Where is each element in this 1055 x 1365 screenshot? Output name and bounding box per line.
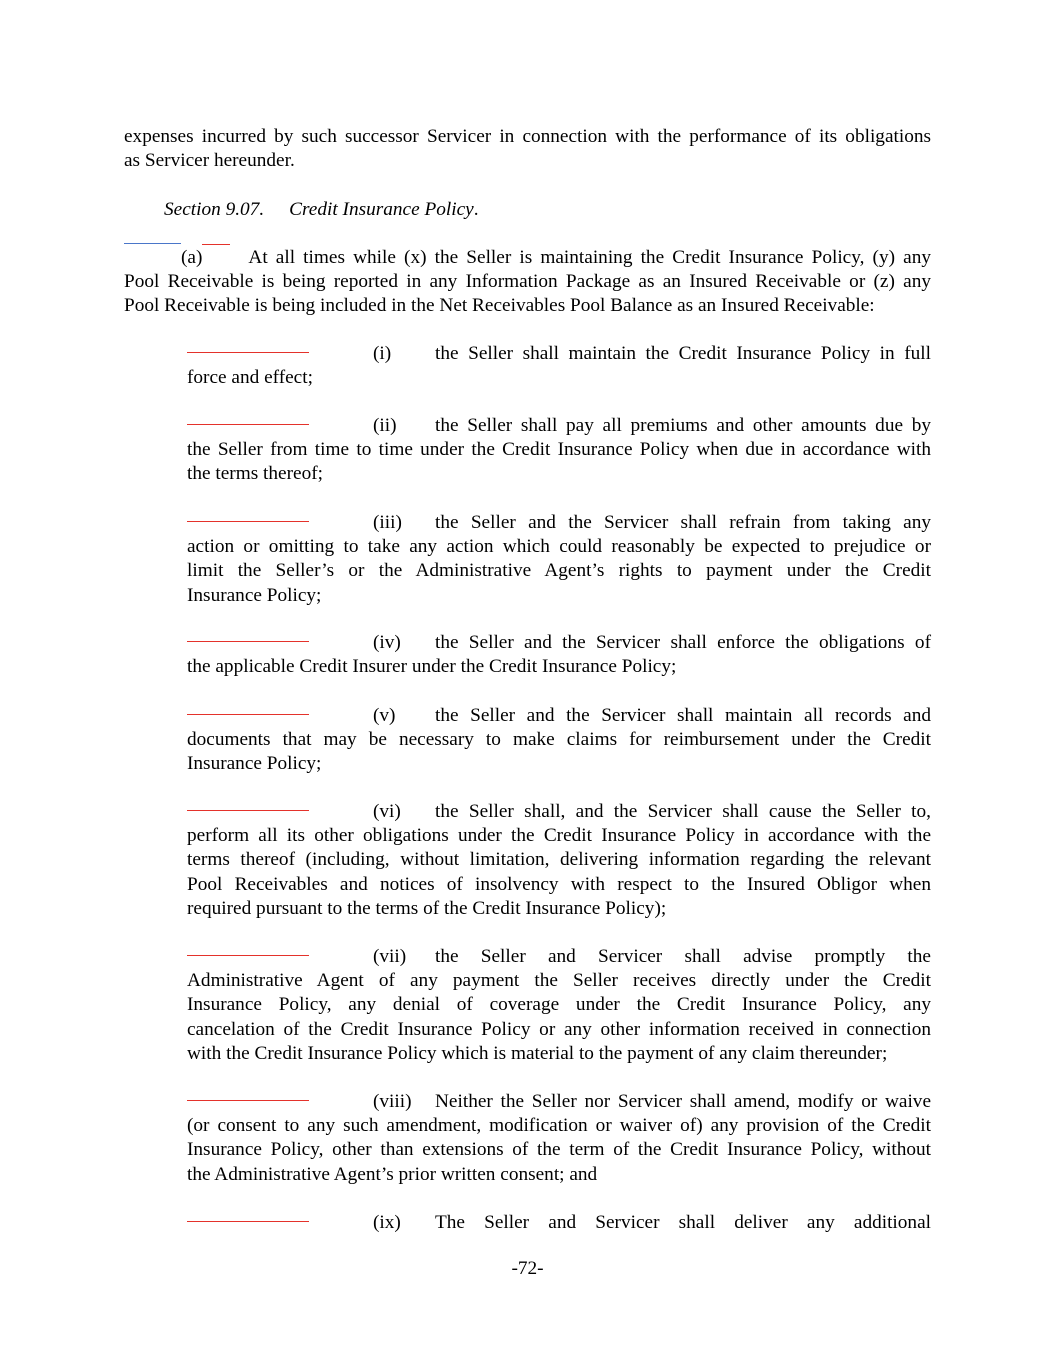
clause-text: the Seller and Servicer shall advise promptly the [435,946,931,967]
clause-text: the Seller shall pay all premiums and other amounts due by [435,415,931,436]
page-number: -72- [511,1258,544,1279]
revision-mark [187,810,309,811]
revision-mark [187,521,309,522]
intro-line: expenses incurred by such successor Servicer in connection with the performance of its obligations [124,126,931,147]
clause-text: the Administrative Agent’s prior written consent; and [187,1163,598,1185]
clause-item [187,631,931,679]
clause-text: Insurance Policy; [187,753,322,775]
clause-text: the Seller from time to time under the Credit Insurance Policy when due in accordance with [187,439,931,461]
clause-number: (i) [373,343,392,364]
clause-number: (vi) [373,801,401,822]
clause-text: the Seller shall maintain the Credit Insurance Policy in full [435,343,931,364]
revision-mark [187,1100,309,1101]
revision-mark [187,352,309,353]
clause-text: Insurance Policy; [187,584,322,606]
clause-text: Pool Receivables and notices of insolvency with respect to the Insured Obligor when [187,873,931,895]
clause-text: Neither the Seller nor Servicer shall amend, modify or waive [435,1091,931,1112]
paragraph-a-label: (a) [181,247,203,268]
clause-number: (v) [373,705,396,726]
revision-mark [187,714,309,715]
clause-number: (ii) [373,415,397,436]
revision-mark [187,424,309,425]
clause-text: the Seller and the Servicer shall maintain all records and [435,705,931,726]
clause-item [187,342,931,390]
clause-text: with the Credit Insurance Policy which is material to the payment of any claim thereunder; [187,1042,888,1064]
intro-paragraph [124,125,931,173]
clause-text: action or omitting to take any action which could reasonably be expected to prejudice or [187,536,931,558]
clause-item [187,1090,931,1187]
clause-text: The Seller and Servicer shall deliver any additional [435,1212,931,1233]
clause-text: Insurance Policy, other than extensions of the term of the Credit Insurance Policy, without [187,1139,931,1161]
clause-item [187,511,931,608]
clause-text: the Seller shall, and the Servicer shall cause the Seller to, [435,801,931,822]
clause-text: terms thereof (including, without limitation, delivering information regarding the relevant [187,849,931,871]
clause-number: (iii) [373,512,402,533]
revision-mark [187,1221,309,1222]
clause-number: (vii) [373,946,407,967]
clause-text: cancelation of the Credit Insurance Policy or any other information received in connection [187,1018,931,1040]
clause-text: the Seller and the Servicer shall refrain from taking any [435,512,931,533]
revision-mark [187,641,309,642]
clause-number: (ix) [373,1212,401,1233]
paragraph-a-line: Pool Receivable is being reported in any Information Package as an Insured Receivable or (z) any [124,271,931,293]
clause-text: perform all its other obligations under the Credit Insurance Policy in accordance with the [187,825,931,847]
clause-text: Insurance Policy, any denial of coverage under the Credit Insurance Policy, any [187,994,931,1016]
clause-text: the Seller and the Servicer shall enforce the obligations of [435,632,931,653]
clause-text: the terms thereof; [187,463,323,485]
revision-mark [124,243,181,267]
intro-line: as Servicer hereunder. [124,150,295,172]
section-heading: Section 9.07. Credit Insurance Policy. [164,199,479,220]
clause-item [187,704,931,777]
paragraph-a-line: Pool Receivable is being included in the Net Receivables Pool Balance as an Insured Receivable: [124,295,875,317]
clause-item [187,1211,931,1235]
clause-number: (iv) [373,632,401,653]
paragraph-a-line: At all times while (x) the Seller is maintaining the Credit Insurance Policy, (y) any [248,247,931,268]
clause-item [187,945,931,1066]
clause-text: limit the Seller’s or the Administrative Agent’s rights to payment under the Credit [187,560,931,582]
revision-mark [202,244,230,268]
clause-text: force and effect; [187,367,313,389]
clause-text: the applicable Credit Insurer under the Credit Insurance Policy; [187,656,677,678]
paragraph-a [124,246,931,319]
clause-item [187,800,931,921]
clause-item [187,414,931,487]
clause-text: (or consent to any such amendment, modification or waiver of) any provision of the Credit [187,1115,931,1137]
clause-text: required pursuant to the terms of the Credit Insurance Policy); [187,897,667,919]
clause-text: Administrative Agent of any payment the Seller receives directly under the Credit [187,970,931,992]
revision-mark [187,955,309,956]
clause-text: documents that may be necessary to make claims for reimbursement under the Credit [187,729,931,751]
section-title: Credit Insurance Policy [289,199,474,220]
section-number: Section 9.07. [164,199,265,220]
clause-number: (viii) [373,1091,412,1112]
